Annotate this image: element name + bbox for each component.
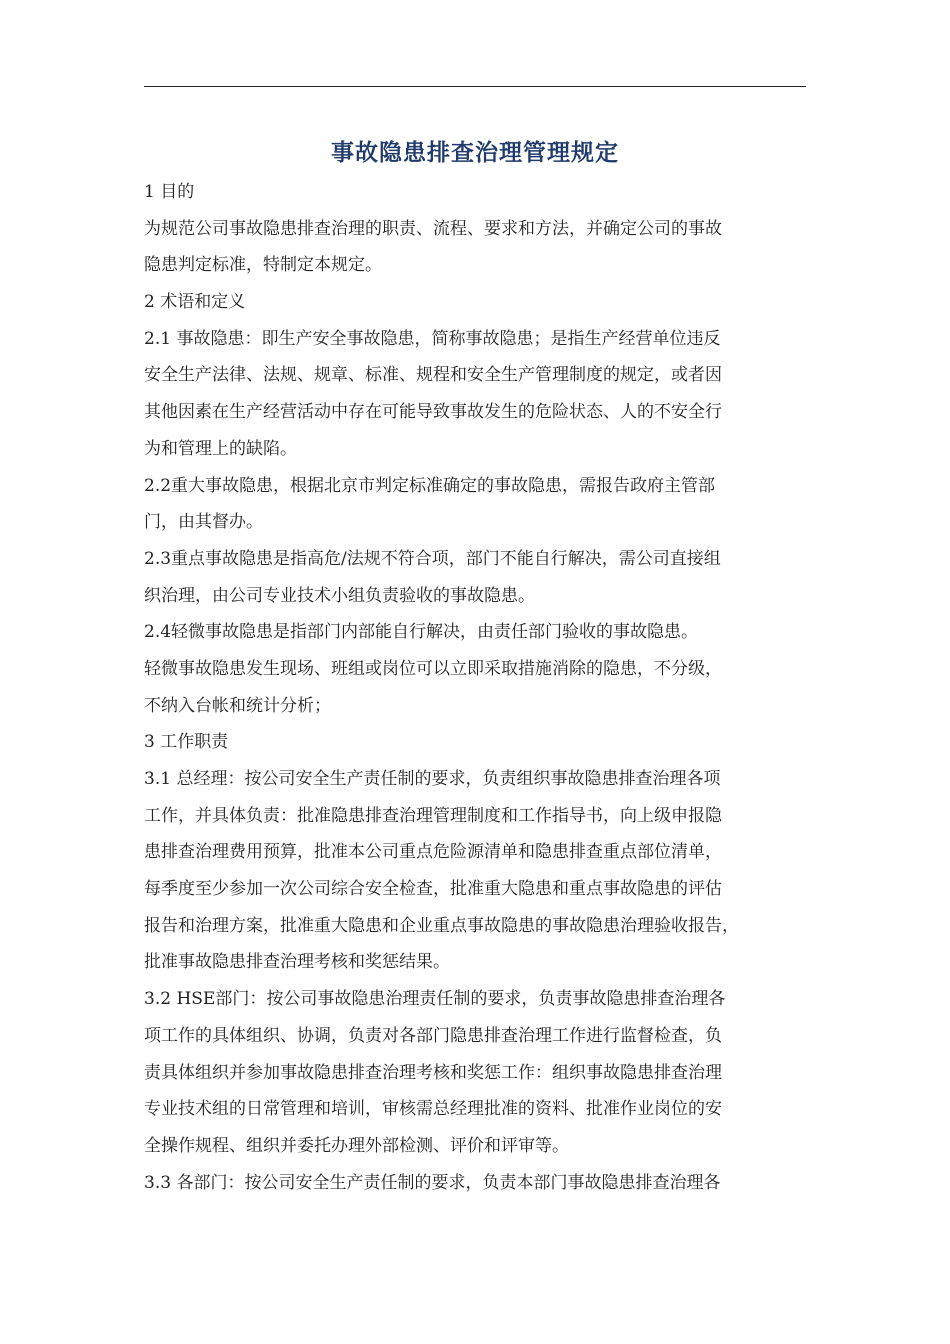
text-line: 全操作规程、组织并委托办理外部检测、评价和评审等。 [144,1135,569,1156]
text-line: 报告和治理方案，批准重大隐患和企业重点事故隐患的事故隐患治理验收报告， [144,915,739,936]
text-line: 不纳入台帐和统计分析； [144,695,331,716]
text-line: 安全生产法律、法规、规章、标准、规程和安全生产管理制度的规定，或者因 [144,365,722,386]
document-title: 事故隐患排查治理管理规定 [331,140,619,166]
text-line: 3.2 HSE部门：按公司事故隐患治理责任制的要求，负责事故隐患排查治理各 [144,989,726,1010]
text-line: 每季度至少参加一次公司综合安全检查，批准重大隐患和重点事故隐患的评估 [144,879,722,900]
text-line: 为规范公司事故隐患排查治理的职责、流程、要求和方法，并确定公司的事故 [144,218,722,239]
text-line: 织治理，由公司专业技术小组负责验收的事故隐患。 [144,585,535,606]
text-line: 工作，并具体负责：批准隐患排查治理管理制度和工作指导书，向上级申报隐 [144,805,722,826]
text-line: 患排查治理费用预算，批准本公司重点危险源清单和隐患排查重点部位清单， [144,842,722,863]
text-line: 项工作的具体组织、协调，负责对各部门隐患排查治理工作进行监督检查，负 [144,1025,722,1046]
text-line: 2.2重大事故隐患，根据北京市判定标准确定的事故隐患，需报告政府主管部 [144,475,716,496]
text-line: 批准事故隐患排查治理考核和奖惩结果。 [144,952,450,973]
text-line: 2 术语和定义 [144,292,246,313]
text-line: 为和管理上的缺陷。 [144,438,297,459]
text-line: 2.3重点事故隐患是指高危/法规不符合项，部门不能自行解决，需公司直接组 [144,548,721,569]
text-line: 3.1 总经理：按公司安全生产责任制的要求，负责组织事故隐患排查治理各项 [144,769,721,789]
text-line: 隐患判定标准，特制定本规定。 [144,255,382,276]
text-line: 专业技术组的日常管理和培训，审核需总经理批准的资料、批准作业岗位的安 [144,1099,722,1120]
text-line: 2.1 事故隐患：即生产安全事故隐患，简称事故隐患；是指生产经营单位违反 [144,328,721,349]
text-line: 1 目的 [144,182,195,202]
header-rule [144,86,806,87]
text-line: 3 工作职责 [144,732,229,753]
text-line: 责具体组织并参加事故隐患排查治理考核和奖惩工作：组织事故隐患排查治理 [144,1062,722,1083]
text-line: 轻微事故隐患发生现场、班组或岗位可以立即采取措施消除的隐患，不分级， [144,658,722,679]
text-line: 其他因素在生产经营活动中存在可能导致事故发生的危险状态、人的不安全行 [144,402,722,423]
text-line: 门，由其督办。 [144,512,263,533]
document-body [144,174,824,1201]
text-line: 2.4轻微事故隐患是指部门内部能自行解决，由责任部门验收的事故隐患。 [144,622,699,643]
text-line: 3.3 各部门：按公司安全生产责任制的要求，负责本部门事故隐患排查治理各 [144,1172,721,1193]
